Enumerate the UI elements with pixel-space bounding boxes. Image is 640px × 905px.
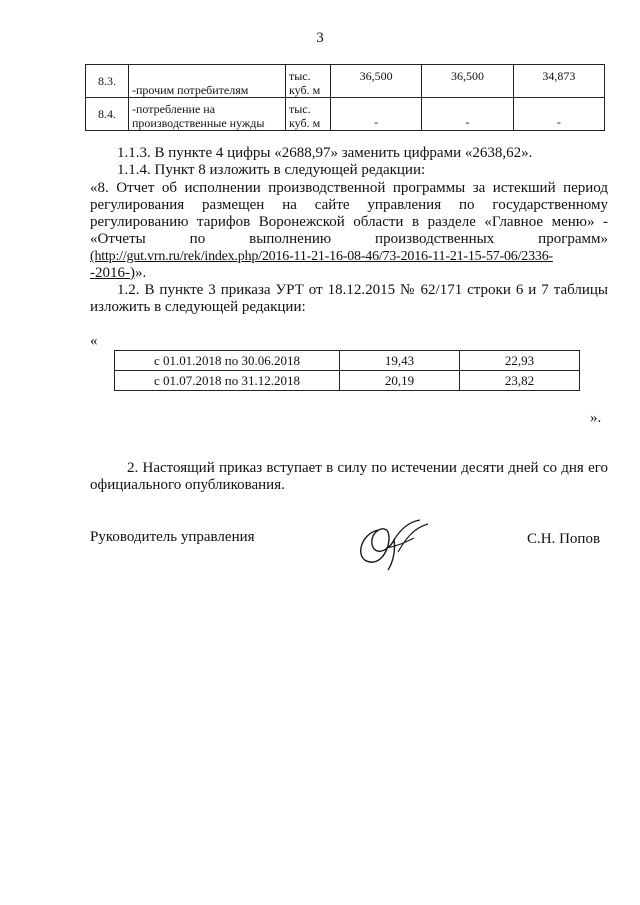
table-row: [115, 371, 580, 391]
paragraph-1-1-4: 1.1.4. Пункт 8 изложить в следующей редакции:: [117, 162, 426, 178]
row-name: -потребление на производственные нужды: [129, 98, 286, 131]
signatory-title: Руководитель управления: [90, 529, 255, 545]
row-value-1: -: [331, 98, 422, 131]
handwritten-signature: [348, 512, 438, 572]
table-row: [86, 98, 605, 131]
row-value-3: 34,873: [513, 65, 604, 98]
paragraph-8-line-1: «8. Отчет об исполнении производственной программы за истекший период: [90, 180, 608, 196]
tariff-value-1: 19,43: [340, 351, 460, 371]
row-value-1: 36,500: [331, 65, 422, 98]
report-link[interactable]: [90, 248, 608, 265]
report-link-part-2[interactable]: -2016-): [90, 265, 135, 281]
closing-quote: ».: [135, 265, 147, 281]
paragraph-8-end: [90, 265, 608, 282]
row-unit: тыс. куб. м: [286, 98, 331, 131]
row-number: 8.3.: [86, 65, 129, 98]
page-number: 3: [316, 30, 324, 46]
table-row: [115, 351, 580, 371]
paragraph-2-line-1: 2. Настоящий приказ вступает в силу по истечении десяти дней со дня его: [127, 460, 608, 476]
paragraph-8-line-3: регулированию тарифов Воронежской области в разделе «Главное меню» -: [90, 214, 608, 230]
paragraph-8-line-4: «Отчеты по выполнению производственных программ»: [90, 231, 608, 247]
consumption-table: [85, 64, 605, 131]
row-name: -прочим потребителям: [129, 65, 286, 98]
tariff-value-2: 22,93: [460, 351, 580, 371]
paragraph-2-line-2: официального опубликования.: [90, 477, 285, 493]
paragraph-1-2-line-2: изложить в следующей редакции:: [90, 299, 306, 315]
row-value-2: -: [422, 98, 513, 131]
tariff-table: [114, 350, 580, 391]
table-row: [86, 65, 605, 98]
row-number: 8.4.: [86, 98, 129, 131]
paragraph-1-1-3: 1.1.3. В пункте 4 цифры «2688,97» заменить цифрами «2638,62».: [117, 145, 533, 161]
row-value-2: 36,500: [422, 65, 513, 98]
tariff-value-2: 23,82: [460, 371, 580, 391]
signatory-name: С.Н. Попов: [527, 531, 601, 547]
row-unit: тыс. куб. м: [286, 65, 331, 98]
paragraph-1-2-line-1: 1.2. В пункте 3 приказа УРТ от 18.12.2015 № 62/171 строки 6 и 7 таблицы: [117, 282, 608, 298]
row-value-3: -: [513, 98, 604, 131]
period-cell: с 01.07.2018 по 31.12.2018: [115, 371, 340, 391]
close-quote: ».: [590, 410, 602, 426]
paragraph-8-line-2: регулирования размещен на сайте управления по государственному: [90, 197, 608, 213]
period-cell: с 01.01.2018 по 30.06.2018: [115, 351, 340, 371]
tariff-value-1: 20,19: [340, 371, 460, 391]
open-quote: «: [90, 333, 98, 349]
report-link-part-1[interactable]: (http://gut.vrn.ru/rek/index.php/2016-11-21-16-08-46/73-2016-11-21-15-57-06/2336-: [90, 249, 553, 264]
